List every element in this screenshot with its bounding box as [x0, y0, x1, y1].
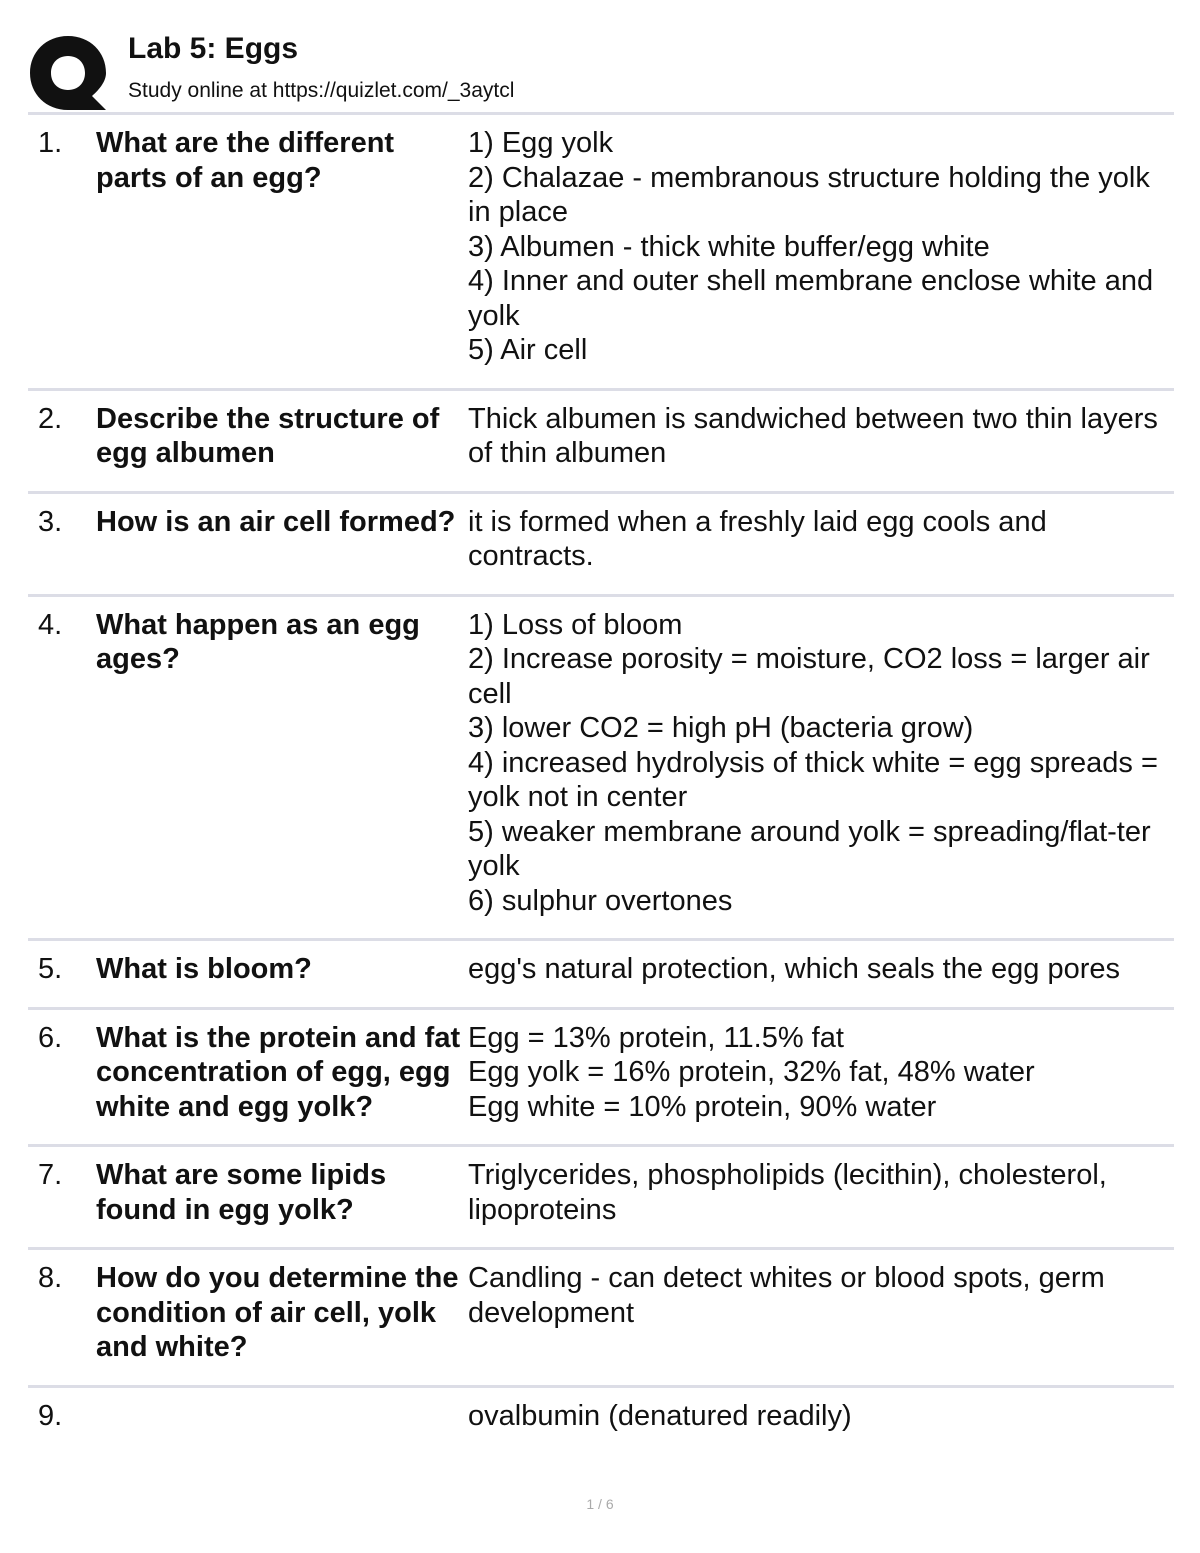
definition-line: Egg white = 10% protein, 90% water	[468, 1090, 937, 1123]
definition-line: 2) Chalazae - membranous structure holding the yolk in place	[468, 161, 1150, 228]
card-definition	[468, 1021, 1174, 1125]
flashcard-row	[28, 491, 1174, 594]
card-definition	[468, 505, 1174, 574]
card-number: 9.	[38, 1399, 63, 1432]
card-term: How do you determine the condition of air cell, yolk and white?	[96, 1262, 459, 1363]
definition-line: 6) sulphur overtones	[468, 884, 733, 917]
card-definition	[468, 1158, 1174, 1227]
card-number: 4.	[38, 608, 63, 641]
card-definition	[468, 1261, 1174, 1365]
card-definition	[468, 1399, 1174, 1434]
flashcard-row	[28, 594, 1174, 939]
page-number: 1 / 6	[586, 1496, 614, 1512]
flashcard-row	[28, 1007, 1174, 1145]
page-subtitle: Study online at https://quizlet.com/_3aytcl	[128, 79, 515, 102]
flashcard-row	[28, 938, 1174, 1007]
card-term: What happen as an egg ages?	[96, 608, 420, 675]
definition-line: Candling - can detect whites or blood spots, germ development	[468, 1262, 1105, 1329]
card-number: 3.	[38, 505, 63, 538]
definition-line: 2) Increase porosity = moisture, CO2 loss = larger air cell	[468, 643, 1150, 710]
definition-line: Triglycerides, phospholipids (lecithin), cholesterol, lipoproteins	[468, 1159, 1107, 1226]
flashcard-list	[28, 112, 1174, 1453]
definition-line: 3) Albumen - thick white buffer/egg white	[468, 230, 990, 263]
definition-line: 1) Loss of bloom	[468, 608, 683, 641]
flashcard-row	[28, 388, 1174, 491]
definition-line: 1) Egg yolk	[468, 127, 614, 159]
card-definition	[468, 608, 1174, 919]
card-definition	[468, 126, 1174, 368]
definition-line: it is formed when a freshly laid egg cools and contracts.	[468, 505, 1047, 572]
definition-line: 4) increased hydrolysis of thick white = egg spreads = yolk not in center	[468, 746, 1158, 813]
card-number: 1.	[38, 127, 63, 159]
card-number: 5.	[38, 953, 63, 985]
flashcard-row	[28, 1144, 1174, 1247]
card-number: 2.	[38, 402, 63, 435]
card-term	[96, 1399, 468, 1434]
card-term: What is bloom?	[96, 953, 312, 985]
definition-line: 5) weaker membrane around yolk = spreading/flat-ter yolk	[468, 815, 1151, 882]
document-header	[28, 28, 1174, 112]
card-definition	[468, 402, 1174, 471]
card-number: 6.	[38, 1021, 63, 1054]
definition-line: ovalbumin (denatured readily)	[468, 1399, 852, 1432]
definition-line: 3) lower CO2 = high pH (bacteria grow)	[468, 712, 974, 744]
card-definition	[468, 952, 1174, 987]
definition-line: 5) Air cell	[468, 334, 588, 366]
quizlet-q-icon	[28, 34, 108, 112]
page-title: Lab 5: Eggs	[128, 32, 299, 65]
card-term: What is the protein and fat concentration of egg, egg white and egg yolk?	[96, 1021, 461, 1123]
definition-line: Egg = 13% protein, 11.5% fat	[468, 1021, 844, 1054]
card-term: What are the different parts of an egg?	[96, 127, 395, 194]
card-term: What are some lipids found in egg yolk?	[96, 1159, 387, 1226]
card-number: 8.	[38, 1262, 63, 1294]
flashcard-row	[28, 1385, 1174, 1454]
card-term: Describe the structure of egg albumen	[96, 402, 440, 469]
flashcard-row	[28, 112, 1174, 388]
definition-line: egg's natural protection, which seals the egg pores	[468, 953, 1120, 985]
card-term: How is an air cell formed?	[96, 505, 456, 538]
definition-line: Thick albumen is sandwiched between two thin layers of thin albumen	[468, 402, 1158, 469]
flashcard-row	[28, 1247, 1174, 1385]
definition-line: Egg yolk = 16% protein, 32% fat, 48% water	[468, 1056, 1035, 1088]
card-number: 7.	[38, 1159, 63, 1191]
definition-line: 4) Inner and outer shell membrane enclose white and yolk	[468, 265, 1154, 332]
